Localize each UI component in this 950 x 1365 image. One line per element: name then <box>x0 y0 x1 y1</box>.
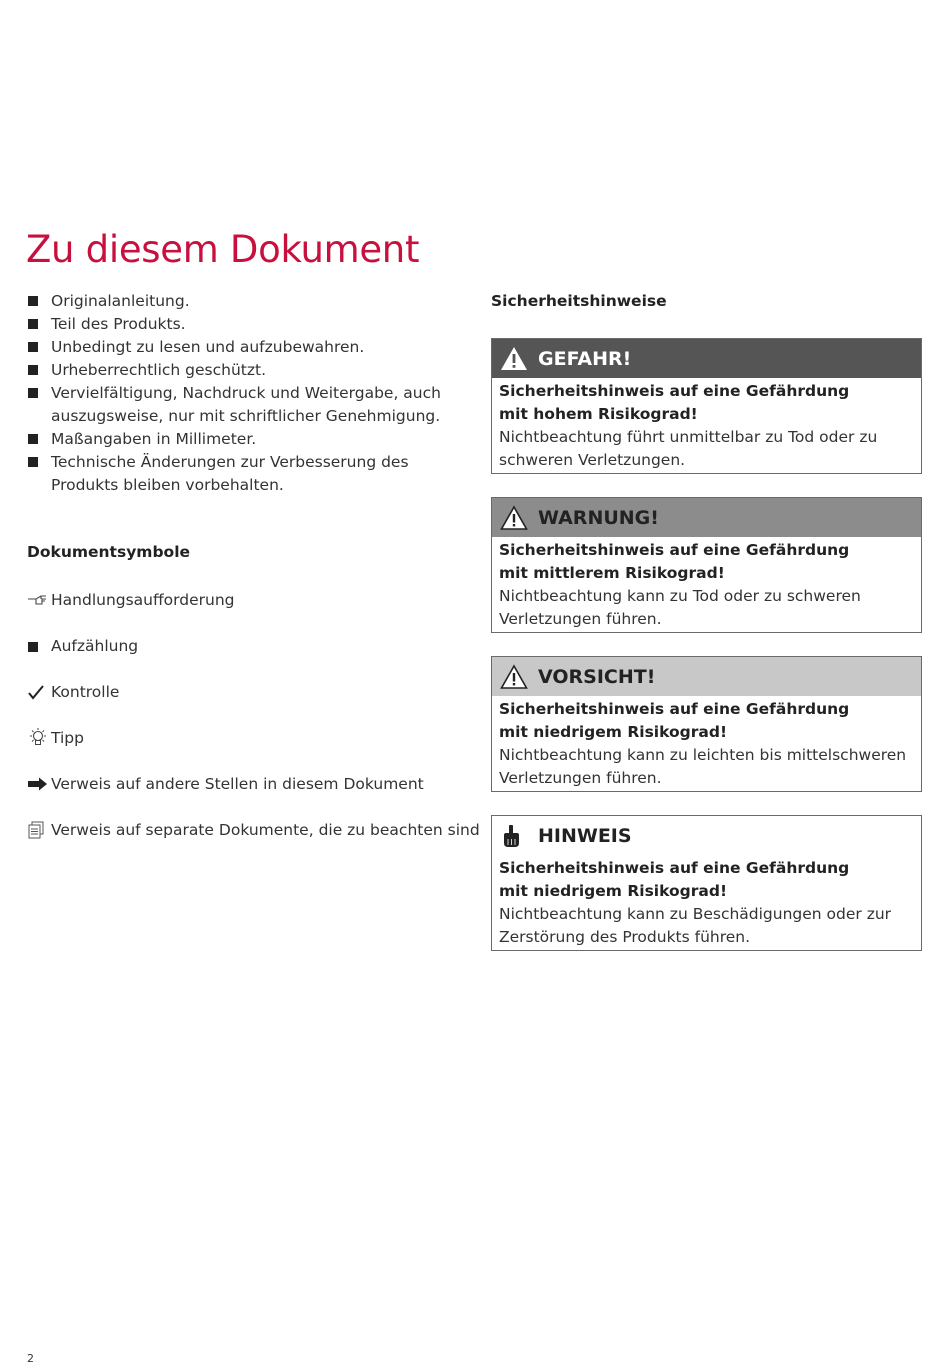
page-title: Zu diesem Dokument <box>26 228 420 271</box>
notice-line: Nichtbeachtung führt unmittelbar zu Tod oder zu <box>499 428 878 446</box>
notice-body <box>492 696 921 791</box>
symbol-label: Aufzählung <box>51 637 139 655</box>
notice-warnung <box>491 497 922 633</box>
about-list-section <box>27 290 457 497</box>
symbol-label: Kontrolle <box>51 683 120 701</box>
notice-line: Sicherheitshinweis auf eine Gefährdung <box>499 859 850 877</box>
list-item <box>27 451 457 497</box>
notice-line: Verletzungen führen. <box>499 769 662 787</box>
list-item-text: Originalanleitung. <box>51 292 190 310</box>
notice-body <box>492 537 921 632</box>
notice-header <box>492 498 921 537</box>
list-item <box>27 290 457 313</box>
safety-section <box>491 290 922 974</box>
notice-line: mit hohem Risikograd! <box>499 405 698 423</box>
notice-body <box>492 378 921 473</box>
list-item <box>27 382 457 428</box>
list-item <box>27 587 467 633</box>
symbol-label: Handlungsaufforderung <box>51 591 235 609</box>
notice-gefahr <box>491 338 922 474</box>
notice-line: Zerstörung des Produkts führen. <box>499 928 751 946</box>
symbol-label: Verweis auf andere Stellen in diesem Dokument <box>51 775 424 793</box>
list-item <box>27 725 467 771</box>
pointing-hand-icon <box>500 822 530 850</box>
square-bullet-icon <box>28 457 38 467</box>
list-item <box>27 817 480 863</box>
checkmark-icon <box>27 683 49 701</box>
notice-line: Nichtbeachtung kann zu Tod oder zu schweren <box>499 587 861 605</box>
list-item <box>27 679 467 725</box>
notice-line: Sicherheitshinweis auf eine Gefährdung <box>499 541 850 559</box>
list-item-text: Technische Änderungen zur Verbesserung des Produkts bleiben vorbehalten. <box>51 453 409 494</box>
square-bullet-icon <box>28 296 38 306</box>
notice-line: Sicherheitshinweis auf eine Gefährdung <box>499 382 850 400</box>
notice-title: WARNUNG! <box>538 506 659 529</box>
arrow-right-icon <box>27 775 49 793</box>
documents-icon <box>27 821 49 839</box>
notice-vorsicht <box>491 656 922 792</box>
square-bullet-icon <box>28 388 38 398</box>
square-bullet-icon <box>28 342 38 352</box>
notice-line: mit niedrigem Risikograd! <box>499 882 728 900</box>
square-bullet-icon <box>28 319 38 329</box>
list-item <box>27 771 467 817</box>
list-item-text: Unbedingt zu lesen und aufzubewahren. <box>51 338 365 356</box>
notice-header <box>492 657 921 696</box>
square-bullet-icon <box>28 365 38 375</box>
notice-line: schweren Verletzungen. <box>499 451 686 469</box>
list-item <box>27 313 457 336</box>
notice-title: HINWEIS <box>538 824 632 847</box>
list-item <box>27 428 457 451</box>
list-item-text: Urheberrechtlich geschützt. <box>51 361 266 379</box>
notice-line: Verletzungen führen. <box>499 610 662 628</box>
pointing-hand-icon <box>27 591 49 609</box>
notice-title: GEFAHR! <box>538 347 632 370</box>
lightbulb-icon <box>27 729 49 747</box>
notice-body <box>492 855 921 950</box>
doc-symbols-heading: Dokumentsymbole <box>27 543 191 561</box>
notice-line: Nichtbeachtung kann zu Beschädigungen oder zur <box>499 905 892 923</box>
symbol-label: Tipp <box>51 729 84 747</box>
warning-triangle-icon <box>500 663 530 691</box>
symbol-label: Verweis auf separate Dokumente, die zu beachten sind <box>51 821 480 839</box>
notice-header <box>492 816 921 855</box>
square-bullet-icon <box>28 434 38 444</box>
notice-header <box>492 339 921 378</box>
square-bullet-icon <box>27 637 49 655</box>
list-item-text: Vervielfältigung, Nachdruck und Weitergabe, auch auszugsweise, nur mit schriftlicher Genehmigung. <box>51 384 441 425</box>
list-item-text: Teil des Produkts. <box>51 315 186 333</box>
warning-triangle-icon <box>500 504 530 532</box>
list-item <box>27 633 467 679</box>
list-item <box>27 359 457 382</box>
safety-heading: Sicherheitshinweise <box>491 292 667 310</box>
list-item-text: Maßangaben in Millimeter. <box>51 430 257 448</box>
doc-symbols-list <box>27 587 480 863</box>
page-number: 2 <box>27 1352 34 1365</box>
notice-line: Nichtbeachtung kann zu leichten bis mittelschweren <box>499 746 907 764</box>
notice-title: VORSICHT! <box>538 665 656 688</box>
notice-line: mit mittlerem Risikograd! <box>499 564 725 582</box>
notice-line: Sicherheitshinweis auf eine Gefährdung <box>499 700 850 718</box>
about-bullet-list <box>27 290 457 497</box>
notice-hinweis <box>491 815 922 951</box>
notice-line: mit niedrigem Risikograd! <box>499 723 728 741</box>
warning-triangle-icon <box>500 345 530 373</box>
list-item <box>27 336 457 359</box>
